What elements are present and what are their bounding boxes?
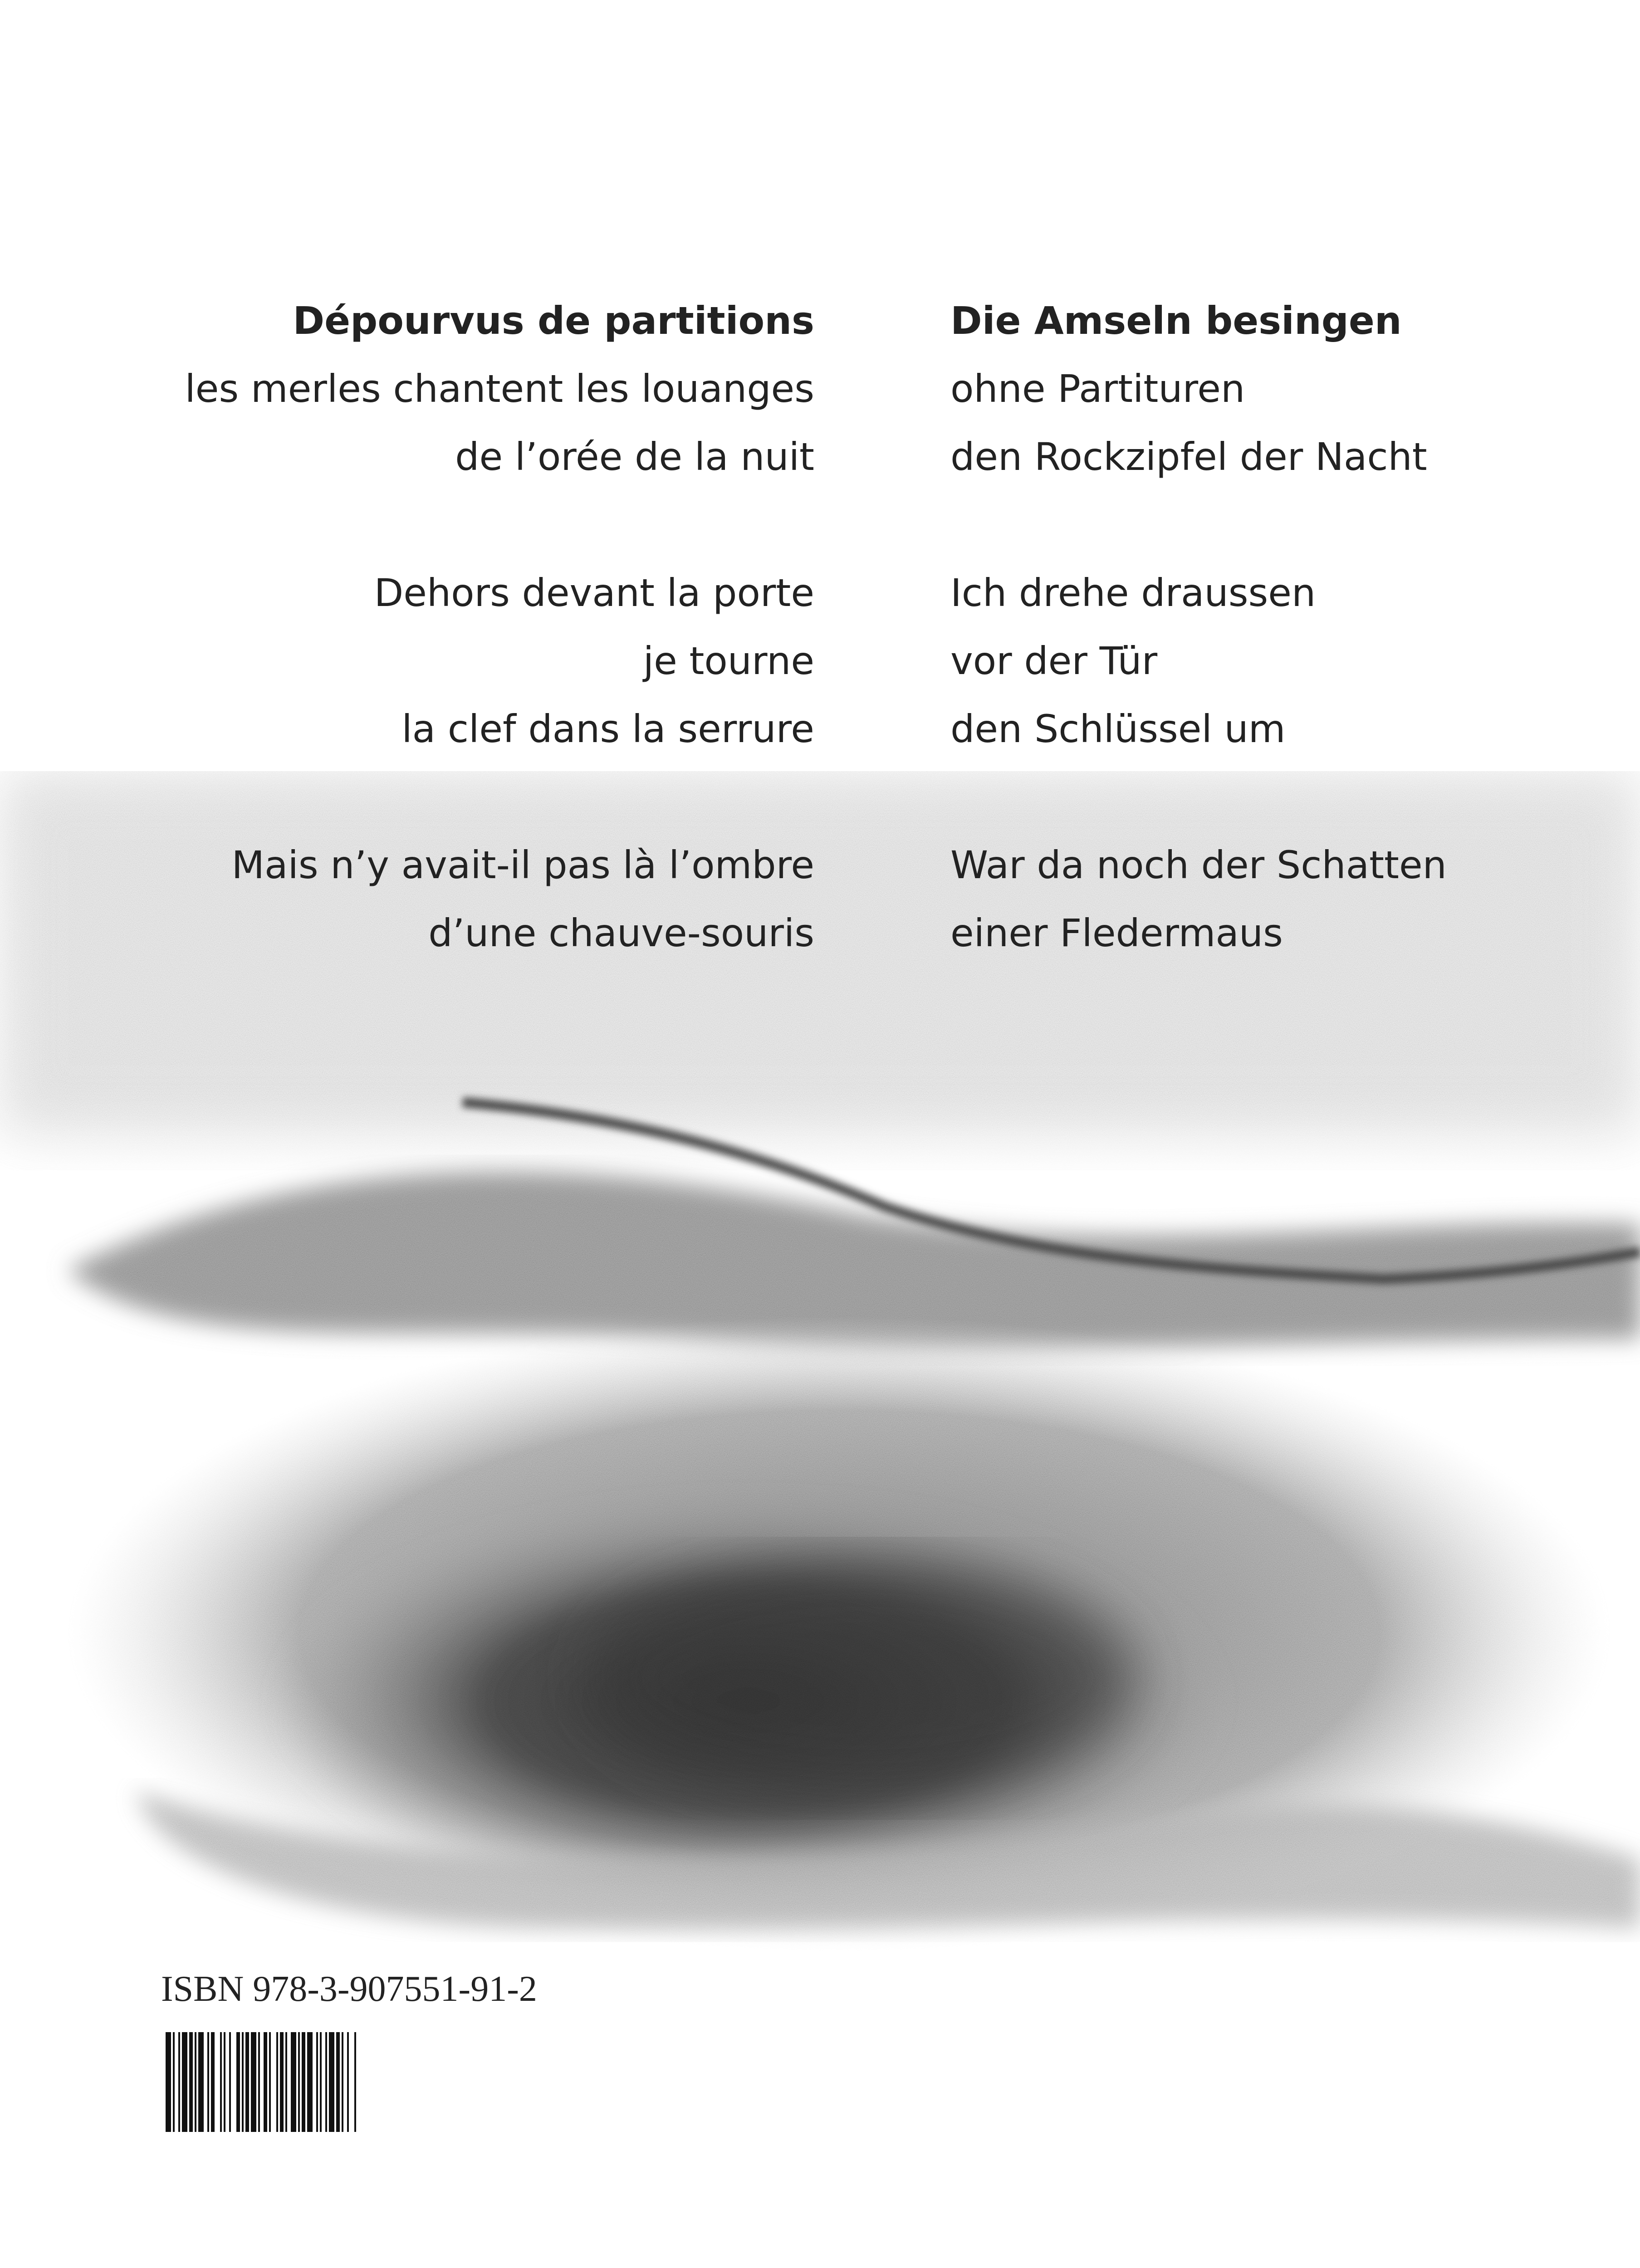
french-stanza-3 <box>232 831 814 967</box>
german-stanza-1 <box>950 287 1427 491</box>
german-line: Ich drehe draussen <box>950 571 1316 615</box>
french-stanza-1 <box>185 287 814 491</box>
french-line: les merles chantent les louanges <box>185 367 814 411</box>
french-line: la clef dans la serrure <box>401 707 814 751</box>
german-poem-title: Die Amseln besingen <box>950 298 1402 343</box>
isbn-barcode <box>166 2032 438 2132</box>
german-line: einer Fledermaus <box>950 911 1283 955</box>
french-line: de l’orée de la nuit <box>455 435 814 479</box>
german-line: vor der Tür <box>950 639 1158 683</box>
french-poem-title: Dépourvus de partitions <box>293 298 814 343</box>
german-line: den Rockzipfel der Nacht <box>950 435 1427 479</box>
french-line: d’une chauve-souris <box>428 911 814 955</box>
french-line: je tourne <box>643 639 814 683</box>
german-line: den Schlüssel um <box>950 707 1286 751</box>
french-line: Dehors devant la porte <box>374 571 814 615</box>
french-stanza-2 <box>374 559 814 763</box>
isbn-number: ISBN 978-3-907551-91-2 <box>161 1969 537 2009</box>
french-line: Mais n’y avait-il pas là l’ombre <box>231 843 814 887</box>
german-stanza-2 <box>950 559 1316 763</box>
german-stanza-3 <box>950 831 1447 967</box>
german-line: War da noch der Schatten <box>950 843 1447 887</box>
german-line: ohne Partituren <box>950 367 1245 411</box>
